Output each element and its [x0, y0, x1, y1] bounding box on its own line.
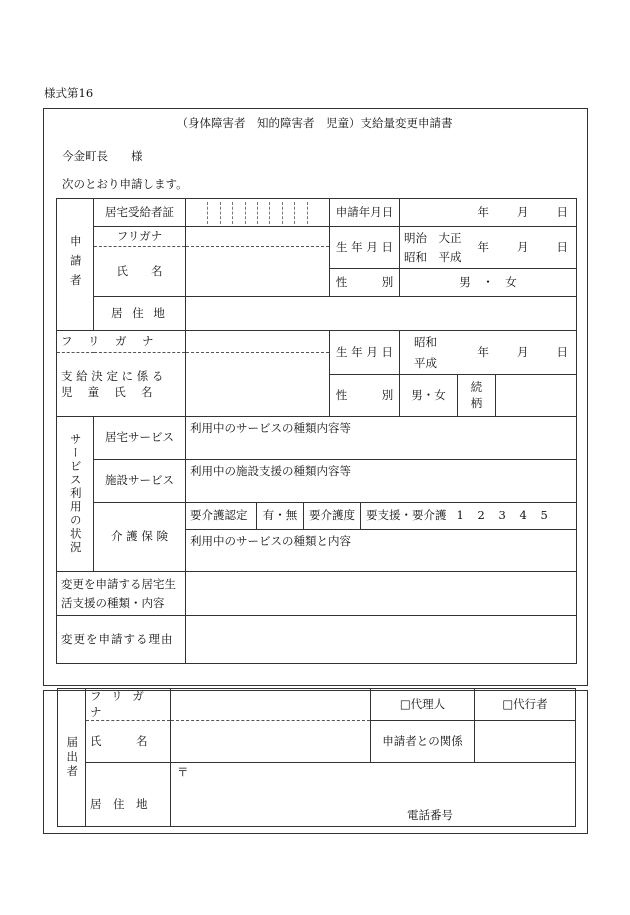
- home-service-field[interactable]: 利用中のサービスの種類内容等: [186, 417, 577, 460]
- postal-mark: 〒: [177, 765, 189, 780]
- era-heisei: 平成: [414, 355, 437, 370]
- child-name-label-line1: 支 給 決 定 に 係 る: [61, 368, 164, 383]
- year-unit: 年: [477, 344, 489, 359]
- child-gender-field[interactable]: 男・女: [400, 375, 458, 417]
- addressee: 今金町長 様: [62, 149, 143, 163]
- form-title: （身体障害者 知的障害者 児童）支給量変更申請書: [176, 116, 453, 130]
- care-cert-yes-no[interactable]: 有・無: [257, 503, 304, 529]
- notifier-section-label: [58, 689, 86, 827]
- applicant-gender-field[interactable]: 男 ・ 女: [400, 269, 577, 297]
- day-unit: 日: [556, 204, 568, 219]
- month-unit: 月: [517, 239, 529, 254]
- notifier-name-field[interactable]: [171, 721, 371, 763]
- day-unit: 日: [556, 344, 568, 359]
- care-level-label: 要介護度: [304, 503, 361, 529]
- relation-label: 申請者との関係: [371, 721, 475, 763]
- care-level-field[interactable]: [361, 503, 576, 529]
- change-type-line2: 活支援の種類・内容: [61, 595, 165, 610]
- cert-number-field[interactable]: [186, 199, 330, 227]
- change-type-line1: 変更を申請する居宅生: [61, 577, 176, 592]
- applicant-address-label: 居 住 地: [94, 297, 186, 331]
- applicant-furigana-field[interactable]: [186, 227, 330, 247]
- notifier-table: [57, 688, 576, 827]
- proxy-checkbox[interactable]: □代理人: [371, 689, 475, 721]
- month-unit: 月: [517, 344, 529, 359]
- care-level-numbers: [447, 508, 548, 524]
- child-relation-label: [458, 375, 496, 417]
- child-name-field[interactable]: [186, 353, 330, 417]
- application-table: [56, 198, 577, 664]
- relation-field[interactable]: [475, 721, 576, 763]
- notifier-furigana-field[interactable]: [171, 689, 371, 721]
- phone-label: 電話番号: [407, 808, 453, 823]
- child-furigana-field[interactable]: [186, 331, 330, 353]
- level-1[interactable]: 1: [456, 508, 464, 523]
- level-5[interactable]: 5: [540, 508, 548, 523]
- notifier-section-text: 届出者: [65, 735, 80, 780]
- era-showa-heisei: 昭和 平成: [404, 249, 462, 264]
- child-relation-field[interactable]: [496, 375, 577, 417]
- service-section-label: [57, 417, 94, 572]
- child-name-label: [57, 353, 186, 417]
- home-service-label: 居宅サービス: [94, 417, 186, 460]
- facility-service-field[interactable]: 利用中の施設支援の種類内容等: [186, 460, 577, 503]
- applicant-furigana-label: フリガナ: [94, 227, 186, 247]
- intro-text: 次のとおり申請します。: [62, 177, 188, 191]
- change-reason-label: 変更を申請する理由: [57, 616, 186, 664]
- notifier-furigana-label: フ リ ガ ナ: [86, 689, 171, 721]
- form-number: 様式第16: [44, 86, 94, 100]
- era-showa: 昭和: [414, 334, 437, 349]
- year-unit: 年: [477, 204, 489, 219]
- facility-service-label: 施設サービス: [94, 460, 186, 503]
- applicant-section-text: 申請者: [68, 235, 83, 294]
- notifier-address-label: 居 住 地: [86, 763, 171, 827]
- child-name-label-line2: 児 童 氏 名: [61, 384, 153, 399]
- care-cert-label: 要介護認定: [186, 503, 257, 529]
- cert-label: 居宅受給者証: [94, 199, 186, 227]
- applicant-gender-label: 性 別: [330, 269, 400, 297]
- applicant-birth-field[interactable]: [400, 227, 577, 269]
- care-cert-row: [186, 503, 577, 530]
- applicant-address-field[interactable]: [186, 297, 577, 331]
- level-4[interactable]: 4: [519, 508, 527, 523]
- applicant-section-label: [57, 199, 94, 331]
- month-unit: 月: [517, 204, 529, 219]
- change-type-field[interactable]: [186, 572, 577, 616]
- date-label: 申請年月日: [330, 199, 400, 227]
- care-level-type: 要支援・要介護: [366, 508, 447, 523]
- child-birth-label: 生 年 月 日: [330, 331, 400, 375]
- applicant-birth-label: 生 年 月 日: [330, 227, 400, 269]
- era-meiji-taisho: 明治 大正: [404, 231, 462, 246]
- applicant-name-field[interactable]: [186, 247, 330, 297]
- level-3[interactable]: 3: [498, 508, 506, 523]
- child-relation-text: 続柄: [470, 379, 484, 410]
- notifier-name-label: 氏 名: [86, 721, 171, 763]
- change-reason-field[interactable]: [186, 616, 577, 664]
- notifier-address-field[interactable]: [171, 763, 576, 827]
- care-insurance-label: 介 護 保 険: [94, 503, 186, 572]
- child-gender-label: 性 別: [330, 375, 400, 417]
- level-2[interactable]: 2: [477, 508, 485, 523]
- agent-checkbox[interactable]: □代行者: [475, 689, 576, 721]
- service-section-text: サービス利用の状況: [68, 433, 83, 555]
- care-service-field[interactable]: 利用中のサービスの種類と内容: [186, 530, 577, 572]
- applicant-name-label: 氏 名: [94, 247, 186, 297]
- day-unit: 日: [556, 239, 568, 254]
- child-furigana-label: フ リ ガ ナ: [57, 331, 186, 353]
- application-date-field[interactable]: [400, 199, 577, 227]
- year-unit: 年: [477, 239, 489, 254]
- change-type-label: [57, 572, 186, 616]
- child-birth-field[interactable]: [400, 331, 577, 375]
